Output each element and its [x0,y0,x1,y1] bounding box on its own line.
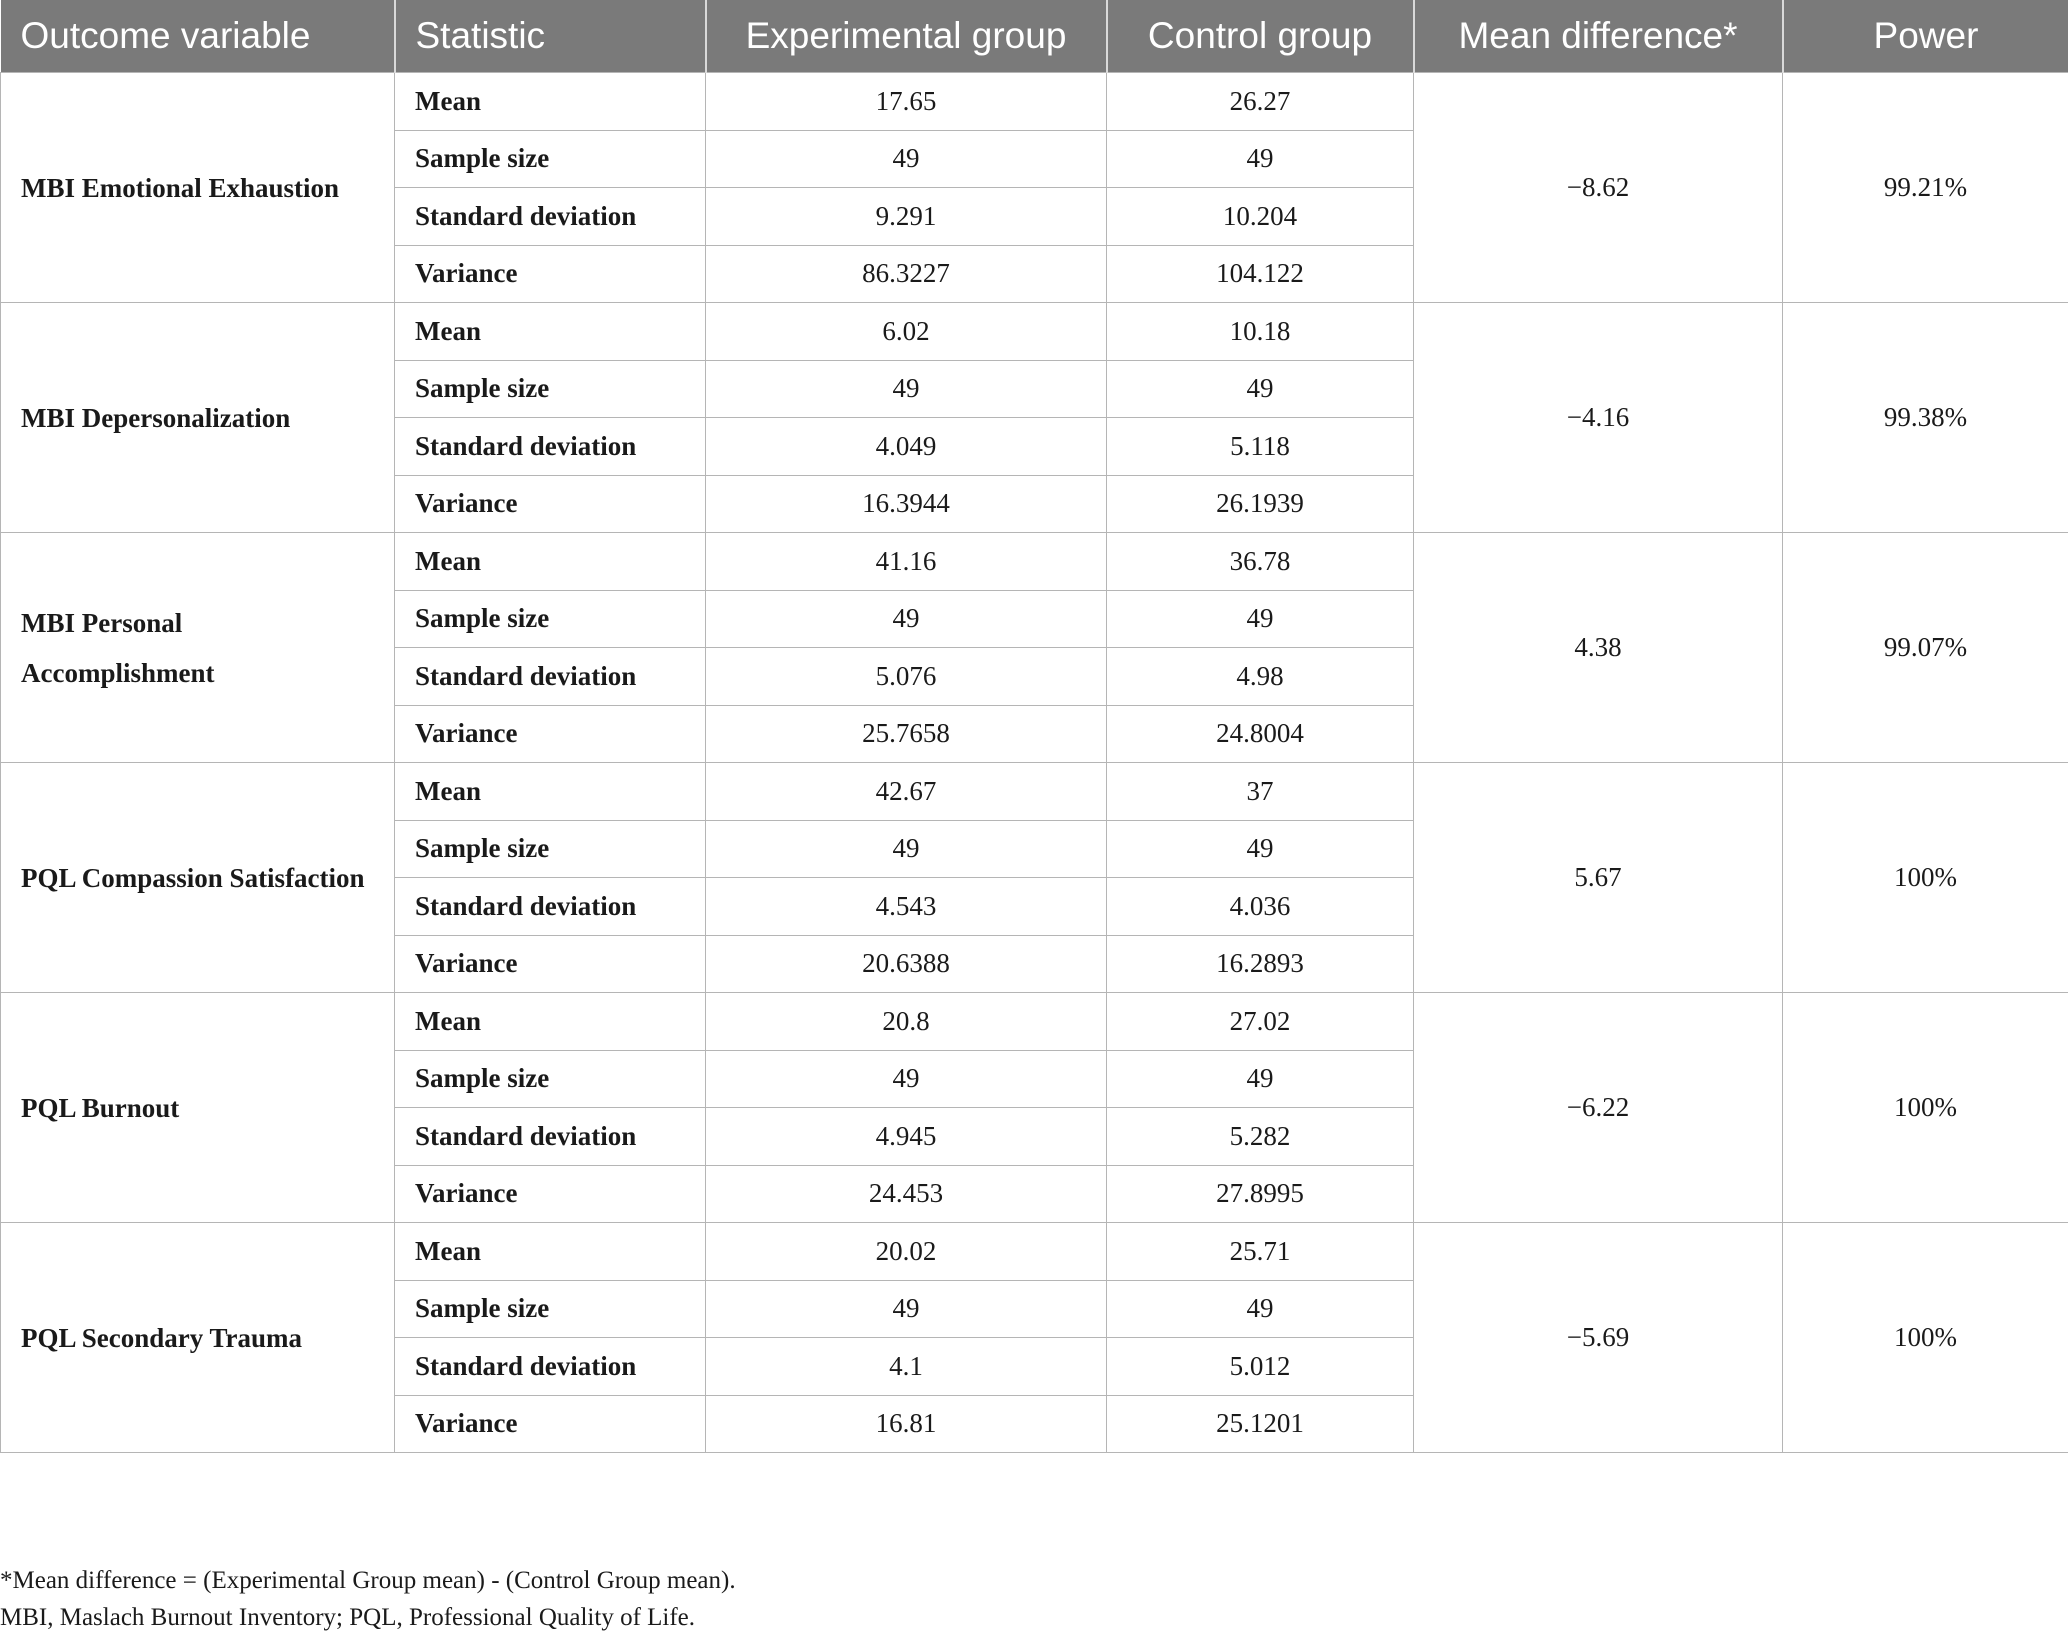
outcome-variable-cell: MBI Personal Accomplishment [1,533,395,763]
mean-difference-footnote: *Mean difference = (Experimental Group mean) - (Control Group mean). [0,1567,736,1594]
experimental-value-cell: 20.8 [706,993,1107,1051]
statistic-cell: Standard deviation [395,418,706,476]
control-value-cell: 4.036 [1107,878,1414,936]
control-value-cell: 49 [1107,130,1414,188]
table-row [1,73,2068,131]
control-value-cell: 49 [1107,590,1414,648]
table-row [1,993,2068,1051]
outcome-variable-cell: MBI Emotional Exhaustion [1,73,395,303]
statistic-cell: Standard deviation [395,878,706,936]
statistic-cell: Mean [395,73,706,131]
table-body [1,73,2068,1453]
control-value-cell: 10.204 [1107,188,1414,246]
table-row [1,1223,2068,1281]
power-cell: 100% [1783,763,2068,993]
control-value-cell: 25.1201 [1107,1395,1414,1453]
header-statistic: Statistic [395,0,706,73]
control-value-cell: 37 [1107,763,1414,821]
mean-difference-cell: 5.67 [1414,763,1783,993]
statistic-cell: Mean [395,533,706,591]
mean-difference-cell: 4.38 [1414,533,1783,763]
control-value-cell: 104.122 [1107,245,1414,303]
experimental-value-cell: 41.16 [706,533,1107,591]
header-power: Power [1783,0,2068,73]
statistic-cell: Variance [395,1395,706,1453]
table-row [1,763,2068,821]
experimental-value-cell: 17.65 [706,73,1107,131]
power-cell: 100% [1783,993,2068,1223]
outcome-variable-cell: MBI Depersonalization [1,303,395,533]
control-value-cell: 49 [1107,1050,1414,1108]
table-row [1,303,2068,361]
statistic-cell: Sample size [395,820,706,878]
control-value-cell: 27.02 [1107,993,1414,1051]
experimental-value-cell: 4.543 [706,878,1107,936]
power-cell: 99.21% [1783,73,2068,303]
statistic-cell: Standard deviation [395,1108,706,1166]
header-row [1,0,2068,73]
control-value-cell: 36.78 [1107,533,1414,591]
header-control-group: Control group [1107,0,1414,73]
statistic-cell: Standard deviation [395,648,706,706]
abbreviations-footnote: MBI, Maslach Burnout Inventory; PQL, Professional Quality of Life. [0,1604,696,1631]
experimental-value-cell: 49 [706,1280,1107,1338]
control-value-cell: 26.27 [1107,73,1414,131]
outcome-variable-cell: PQL Compassion Satisfaction [1,763,395,993]
mean-difference-cell: −6.22 [1414,993,1783,1223]
statistic-cell: Mean [395,303,706,361]
statistic-cell: Variance [395,245,706,303]
experimental-value-cell: 5.076 [706,648,1107,706]
control-value-cell: 5.118 [1107,418,1414,476]
control-value-cell: 25.71 [1107,1223,1414,1281]
mean-difference-cell: −5.69 [1414,1223,1783,1453]
control-value-cell: 49 [1107,360,1414,418]
header-outcome-variable: Outcome variable [1,0,395,73]
power-cell: 99.07% [1783,533,2068,763]
experimental-value-cell: 4.1 [706,1338,1107,1396]
control-value-cell: 49 [1107,820,1414,878]
experimental-value-cell: 20.6388 [706,935,1107,993]
experimental-value-cell: 42.67 [706,763,1107,821]
control-value-cell: 16.2893 [1107,935,1414,993]
power-cell: 99.38% [1783,303,2068,533]
control-value-cell: 5.012 [1107,1338,1414,1396]
outcome-variable-cell: PQL Burnout [1,993,395,1223]
experimental-value-cell: 49 [706,1050,1107,1108]
statistic-cell: Standard deviation [395,188,706,246]
statistic-cell: Variance [395,935,706,993]
experimental-value-cell: 16.81 [706,1395,1107,1453]
experimental-value-cell: 49 [706,820,1107,878]
statistic-cell: Sample size [395,1280,706,1338]
experimental-value-cell: 6.02 [706,303,1107,361]
control-value-cell: 26.1939 [1107,475,1414,533]
statistic-cell: Variance [395,1165,706,1223]
control-value-cell: 10.18 [1107,303,1414,361]
experimental-value-cell: 24.453 [706,1165,1107,1223]
control-value-cell: 49 [1107,1280,1414,1338]
power-cell: 100% [1783,1223,2068,1453]
mean-difference-cell: −8.62 [1414,73,1783,303]
experimental-value-cell: 49 [706,360,1107,418]
header-mean-difference: Mean difference* [1414,0,1783,73]
experimental-value-cell: 25.7658 [706,705,1107,763]
experimental-value-cell: 4.945 [706,1108,1107,1166]
experimental-value-cell: 4.049 [706,418,1107,476]
control-value-cell: 24.8004 [1107,705,1414,763]
experimental-value-cell: 20.02 [706,1223,1107,1281]
table-row [1,533,2068,591]
statistic-cell: Mean [395,993,706,1051]
statistic-cell: Mean [395,763,706,821]
statistic-cell: Sample size [395,1050,706,1108]
mean-difference-cell: −4.16 [1414,303,1783,533]
statistic-cell: Sample size [395,360,706,418]
experimental-value-cell: 49 [706,130,1107,188]
control-value-cell: 5.282 [1107,1108,1414,1166]
outcome-variable-cell: PQL Secondary Trauma [1,1223,395,1453]
experimental-value-cell: 9.291 [706,188,1107,246]
statistic-cell: Variance [395,475,706,533]
statistic-cell: Mean [395,1223,706,1281]
header-experimental-group: Experimental group [706,0,1107,73]
footnotes [0,1562,736,1636]
experimental-value-cell: 16.3944 [706,475,1107,533]
statistic-cell: Sample size [395,130,706,188]
experimental-value-cell: 49 [706,590,1107,648]
control-value-cell: 27.8995 [1107,1165,1414,1223]
statistic-cell: Variance [395,705,706,763]
control-value-cell: 4.98 [1107,648,1414,706]
experimental-value-cell: 86.3227 [706,245,1107,303]
statistic-cell: Sample size [395,590,706,648]
statistic-cell: Standard deviation [395,1338,706,1396]
